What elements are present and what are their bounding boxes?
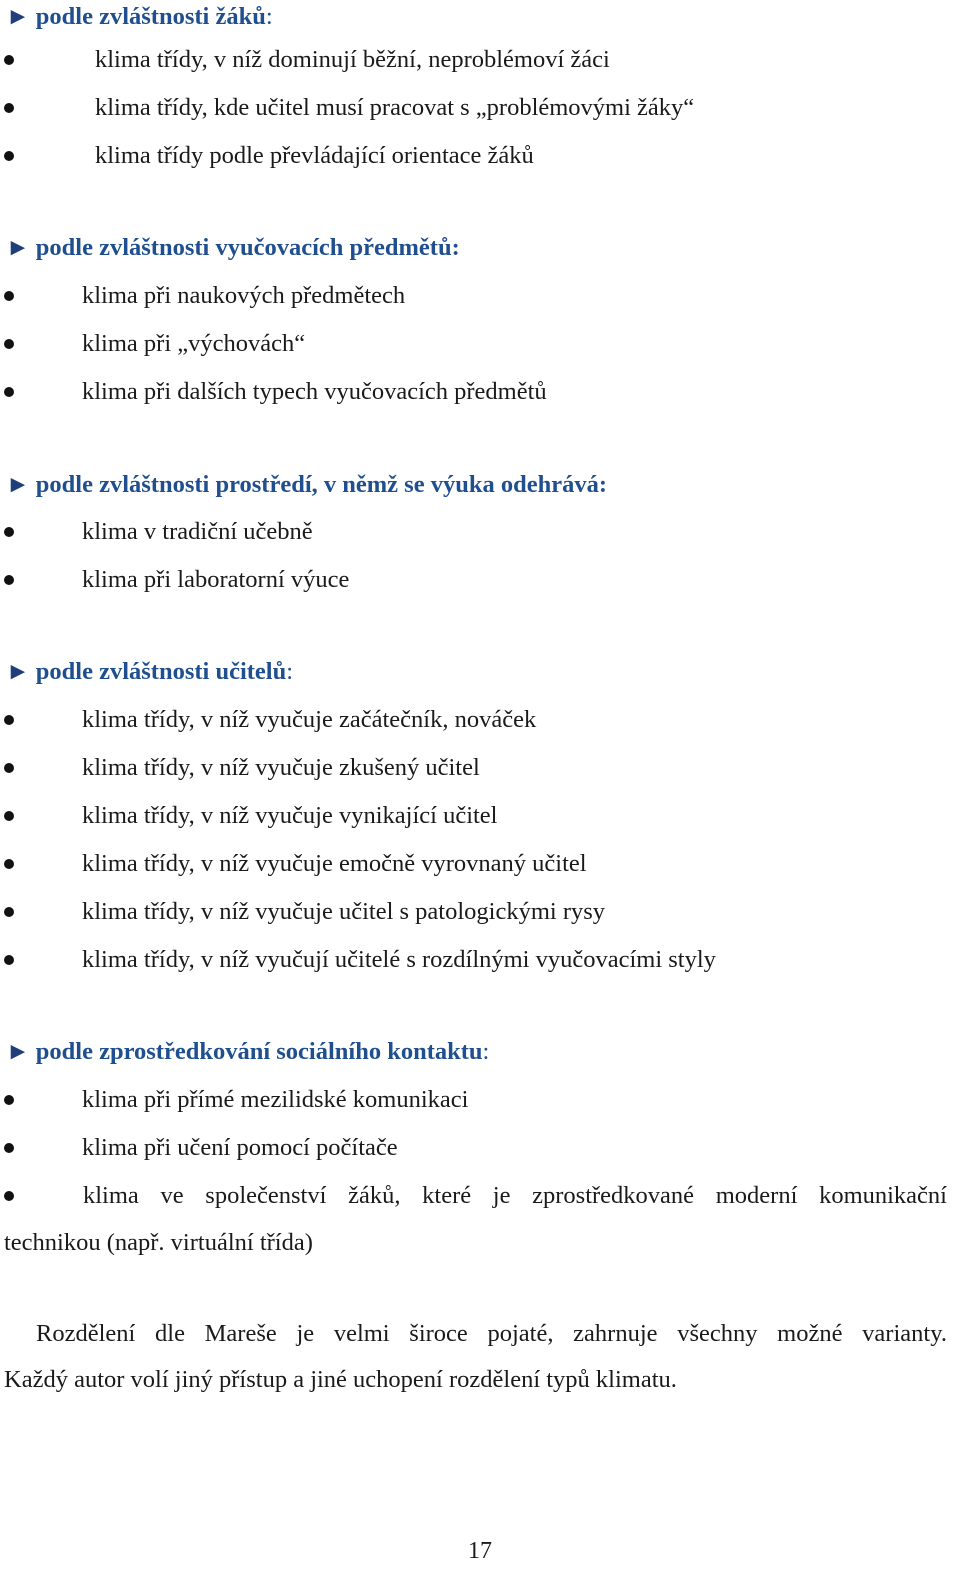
list-item-text: klima třídy, v níž vyučuje zkušený učitel [82, 754, 480, 781]
section-heading-social-contact [6, 1035, 489, 1069]
bullet-dot-icon [4, 291, 14, 301]
bullet-dot-icon [4, 859, 14, 869]
section-heading-subjects [6, 231, 460, 265]
list-item [0, 894, 960, 930]
list-item [0, 846, 960, 882]
bullet-dot-icon [4, 387, 14, 397]
arrow-bullet-icon: ► [6, 1039, 30, 1065]
list-item-text: klima třídy, v níž vyučují učitelé s rozdílnými vyučovacími styly [82, 946, 716, 973]
list-item-text-line1: klima ve společenství žáků, které je zprostředkované moderní komunikační [83, 1182, 947, 1209]
list-item-text: klima třídy, v níž vyučuje vynikající učitel [82, 802, 498, 829]
arrow-bullet-icon: ► [6, 659, 30, 685]
list-item-text: klima třídy, kde učitel musí pracovat s „problémovými žáky“ [95, 94, 695, 121]
arrow-bullet-icon: ► [6, 472, 30, 498]
bullet-dot-icon [4, 103, 14, 113]
list-item-text: klima při „výchovách“ [82, 330, 306, 357]
list-item [0, 702, 960, 738]
bullet-dot-icon [4, 527, 14, 537]
list-item-text: klima třídy, v níž vyučuje emočně vyrovnaný učitel [82, 850, 587, 877]
bullet-dot-icon [4, 575, 14, 585]
heading-colon: : [265, 3, 273, 30]
bullet-dot-icon [4, 1095, 14, 1105]
list-item-text-line2: technikou (např. virtuální třída) [4, 1229, 313, 1256]
heading-text: podle zvláštnosti vyučovacích předmětů: [35, 234, 460, 261]
list-item-text: klima při laboratorní výuce [82, 566, 350, 593]
list-item [0, 1130, 960, 1166]
list-item [0, 42, 960, 78]
list-item-text: klima při dalších typech vyučovacích předmětů [82, 378, 547, 405]
list-item-text: klima v tradiční učebně [82, 518, 313, 545]
heading-text: podle zvláštnosti žáků [35, 3, 266, 30]
list-item [0, 942, 960, 978]
bullet-dot-icon [4, 763, 14, 773]
list-item-text: klima při naukových předmětech [82, 282, 406, 309]
heading-text: podle zprostředkování sociálního kontaktu [35, 1038, 483, 1065]
bullet-dot-icon [4, 811, 14, 821]
list-item-text: klima při přímé mezilidské komunikaci [82, 1086, 469, 1113]
list-item [0, 138, 960, 174]
list-item [0, 798, 960, 834]
bullet-dot-icon [4, 339, 14, 349]
list-item-text: klima třídy podle převládající orientace žáků [95, 142, 534, 169]
section-heading-pupils [6, 0, 273, 34]
bullet-dot-icon [4, 715, 14, 725]
list-item [0, 514, 960, 550]
paragraph-line1: Rozdělení dle Mareše je velmi široce pojaté, zahrnuje všechny možné varianty. [36, 1320, 947, 1347]
section-heading-environment [6, 468, 607, 502]
bullet-dot-icon [4, 151, 14, 161]
heading-text: podle zvláštnosti prostředí, v němž se výuka odehrává: [35, 471, 607, 498]
bullet-dot-icon [4, 955, 14, 965]
list-item [0, 90, 960, 126]
list-item [0, 1082, 960, 1118]
heading-text: podle zvláštnosti učitelů [35, 658, 287, 685]
heading-colon: : [286, 658, 294, 685]
list-item [0, 326, 960, 362]
list-item-wrapped [0, 1178, 960, 1214]
section-heading-teachers [6, 655, 293, 689]
list-item [0, 750, 960, 786]
list-item-text: klima třídy, v níž vyučuje začátečník, nováček [82, 706, 537, 733]
list-item-text: klima třídy, v níž dominují běžní, neproblémoví žáci [95, 46, 610, 73]
list-item-text: klima při učení pomocí počítače [82, 1134, 398, 1161]
bullet-dot-icon [4, 55, 14, 65]
bullet-dot-icon [4, 907, 14, 917]
arrow-bullet-icon: ► [6, 4, 30, 30]
paragraph-line2: Každý autor volí jiný přístup a jiné uchopení rozdělení typů klimatu. [4, 1366, 677, 1393]
arrow-bullet-icon: ► [6, 235, 30, 261]
list-item [0, 278, 960, 314]
heading-colon: : [482, 1038, 490, 1065]
bullet-dot-icon [4, 1143, 14, 1153]
list-item [0, 374, 960, 410]
list-item-text: klima třídy, v níž vyučuje učitel s patologickými rysy [82, 898, 606, 925]
page-number: 17 [468, 1538, 492, 1564]
bullet-dot-icon [4, 1191, 14, 1201]
list-item [0, 562, 960, 598]
